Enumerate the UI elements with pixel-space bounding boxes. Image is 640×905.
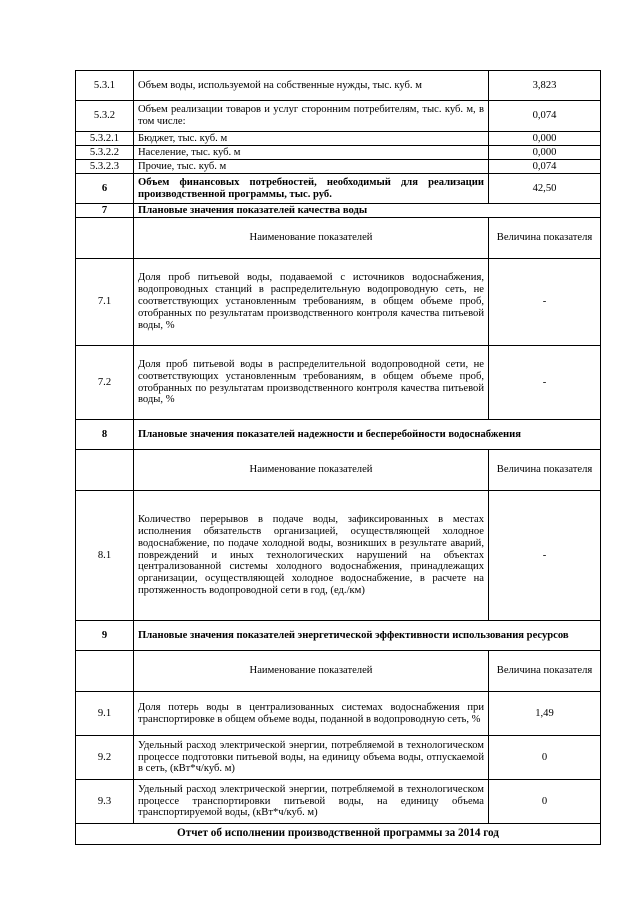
row-value: 0,000 [489, 132, 601, 146]
row-value: 0,074 [489, 160, 601, 174]
row-number: 7.1 [76, 259, 134, 346]
row-text: Объем воды, используемой на собственные нужды, тыс. куб. м [134, 71, 489, 101]
table-row [76, 71, 601, 101]
row-value: 0 [489, 736, 601, 780]
table-row [76, 491, 601, 621]
section-number: 7 [76, 204, 134, 218]
row-number: 5.3.2.2 [76, 146, 134, 160]
row-text: Доля потерь воды в централизованных системах водоснабжения при транспортировке в общем объеме воды, поданной в водопроводную сеть, % [134, 692, 489, 736]
row-text: Прочие, тыс. куб. м [134, 160, 489, 174]
header-indicator-value: Величина показателя [489, 651, 601, 692]
row-number: 7.2 [76, 346, 134, 420]
header-indicator-name: Наименование показателей [134, 218, 489, 259]
table-row [76, 132, 601, 146]
row-number: 5.3.2.1 [76, 132, 134, 146]
row-value: 1,49 [489, 692, 601, 736]
table-row [76, 780, 601, 824]
row-number: 8.1 [76, 491, 134, 621]
row-value: 3,823 [489, 71, 601, 101]
row-number: 9.3 [76, 780, 134, 824]
table-row [76, 259, 601, 346]
report-title: Отчет об исполнении производственной программы за 2014 год [76, 824, 601, 845]
row-number: 5.3.1 [76, 71, 134, 101]
row-text: Удельный расход электрической энергии, потребляемой в технологическом процессе транспортировки питьевой воды, на единицу объема транспортируемой воды, (кВт*ч/куб. м) [134, 780, 489, 824]
row-value: 0,000 [489, 146, 601, 160]
row-text: Удельный расход электрической энергии, потребляемой в технологическом процессе подготовки питьевой воды, на единицу объема воды, отпускаемой в сеть, (кВт*ч/куб. м) [134, 736, 489, 780]
row-value: 0 [489, 780, 601, 824]
section-number: 9 [76, 621, 134, 651]
row-value: - [489, 491, 601, 621]
row-text: Объем реализации товаров и услуг сторонним потребителям, тыс. куб. м, в том числе: [134, 101, 489, 132]
header-indicator-name: Наименование показателей [134, 450, 489, 491]
table-row [76, 174, 601, 204]
column-header-row [76, 450, 601, 491]
footer-row [76, 824, 601, 845]
row-text: Количество перерывов в подаче воды, зафиксированных в местах исполнения обязательств организацией, осуществляющей холодное водоснабжение, по подаче холодной воды, возникших в результате аварий, повреждений и иных технологических нарушений на объектах централизованной системы холодного водоснабжения, принадлежащих организации, осуществляющей холодное водоснабжение, в расчете на протяженность водопроводной сети в год, (ед./км) [134, 491, 489, 621]
row-value: 42,50 [489, 174, 601, 204]
header-indicator-name: Наименование показателей [134, 651, 489, 692]
document-page [75, 70, 600, 845]
row-text: Бюджет, тыс. куб. м [134, 132, 489, 146]
row-number: 9.2 [76, 736, 134, 780]
row-value: - [489, 259, 601, 346]
header-indicator-value: Величина показателя [489, 218, 601, 259]
row-number: 5.3.2.3 [76, 160, 134, 174]
table-row [76, 160, 601, 174]
row-number: 5.3.2 [76, 101, 134, 132]
column-header-row [76, 651, 601, 692]
row-text: Объем финансовых потребностей, необходимый для реализации производственной программы, тыс. руб. [134, 174, 489, 204]
section-header-row [76, 204, 601, 218]
section-number: 8 [76, 420, 134, 450]
section-title: Плановые значения показателей качества воды [134, 204, 601, 218]
row-value: 0,074 [489, 101, 601, 132]
table-row [76, 692, 601, 736]
row-value: - [489, 346, 601, 420]
section-header-row [76, 621, 601, 651]
table-row [76, 101, 601, 132]
row-text: Доля проб питьевой воды в распределительной водопроводной сети, не соответствующих установленным требованиям, в общем объеме проб, отобранных по результатам производственного контроля качества питьевой воды, % [134, 346, 489, 420]
table-row [76, 346, 601, 420]
row-number: 6 [76, 174, 134, 204]
row-text: Население, тыс. куб. м [134, 146, 489, 160]
section-header-row [76, 420, 601, 450]
row-number: 9.1 [76, 692, 134, 736]
section-title: Плановые значения показателей энергетической эффективности использования ресурсов [134, 621, 601, 651]
header-indicator-value: Величина показателя [489, 450, 601, 491]
program-table [75, 70, 601, 845]
section-title: Плановые значения показателей надежности и бесперебойности водоснабжения [134, 420, 601, 450]
table-row [76, 146, 601, 160]
column-header-row [76, 218, 601, 259]
table-row [76, 736, 601, 780]
row-text: Доля проб питьевой воды, подаваемой с источников водоснабжения, водопроводных станций в распределительную водопроводную сеть, не соответствующих установленным требованиям, в общем объеме проб, отобранных по результатам производственного контроля качества питьевой воды, % [134, 259, 489, 346]
